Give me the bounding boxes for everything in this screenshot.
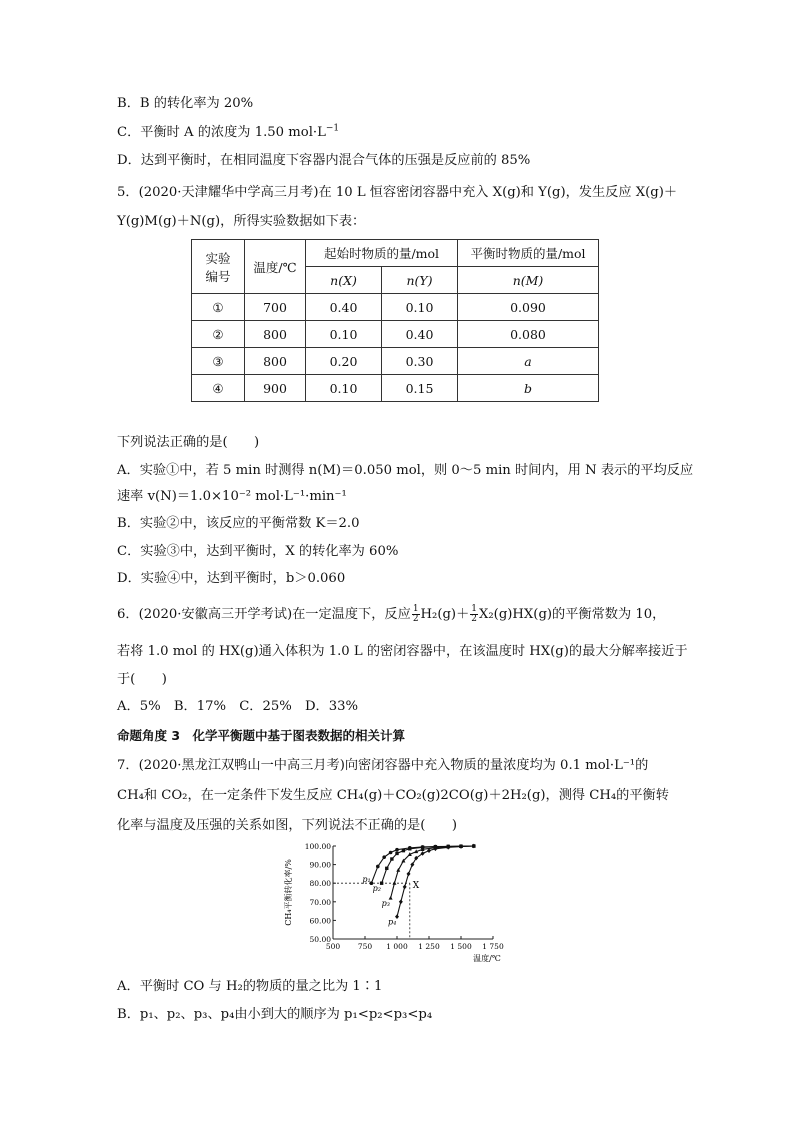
table-cell: ② xyxy=(192,321,245,348)
y-tick-label: 80.00 xyxy=(309,879,331,889)
table-cell: 700 xyxy=(245,294,306,321)
fraction-half: $\frac{1}{2}$ xyxy=(412,604,419,624)
question-5-stem: 下列说法正确的是( ) xyxy=(117,435,260,450)
option-7a: A．平衡时 CO 与 H₂的物质的量之比为 1∶1 xyxy=(117,979,383,994)
table-cell: 0.10 xyxy=(306,375,382,402)
table-cell: 0.20 xyxy=(306,348,382,375)
table-row xyxy=(192,321,599,348)
table-cell: 800 xyxy=(245,321,306,348)
option-4c: C．平衡时 A 的浓度为 1.50 $mol\cdot L^{-1}$ xyxy=(117,123,340,140)
series-label: p₁ xyxy=(362,875,371,885)
table-cell: 0.15 xyxy=(382,375,458,402)
conversion-chart xyxy=(283,838,513,973)
question-6-options: A．5% B．17% C．25% D．33% xyxy=(117,699,359,714)
y-tick-label: 70.00 xyxy=(309,897,331,907)
option-4d: D．达到平衡时，在相同温度下容器内混合气体的压强是反应前的 85% xyxy=(117,153,531,168)
series-line xyxy=(397,846,474,917)
table-header-nm: n(M) xyxy=(458,267,599,294)
table-cell: 0.10 xyxy=(382,294,458,321)
data-point xyxy=(385,867,388,870)
option-5a-line1: A．实验①中，若 5 min 时测得 n(M)＝0.050 mol，则 0～5 min 时间内，用 N 表示的平均反应 xyxy=(117,463,694,478)
experiment-table xyxy=(191,239,599,402)
y-tick-label: 100.00 xyxy=(304,842,331,851)
table-cell: 0.40 xyxy=(306,294,382,321)
y-tick-label: 60.00 xyxy=(309,916,331,926)
data-point xyxy=(395,848,399,852)
x-tick-label: 500 xyxy=(325,942,341,951)
option-5b: B．实验②中，该反应的平衡常数 K＝2.0 xyxy=(117,516,360,531)
x-axis-label: 温度/℃ xyxy=(473,954,501,963)
table-cell: ③ xyxy=(192,348,245,375)
table-cell: 0.090 xyxy=(458,294,599,321)
data-point xyxy=(402,849,405,852)
table-cell: 900 xyxy=(245,375,306,402)
section-heading: 命题角度 3 化学平衡题中基于图表数据的相关计算 xyxy=(117,728,406,743)
data-point xyxy=(403,885,407,890)
series-label: p₄ xyxy=(388,917,397,927)
table-cell: 0.080 xyxy=(458,321,599,348)
question-6-line3: 于( ) xyxy=(117,672,167,687)
question-7-line1: 7．(2020·黑龙江双鸭山一中高三月考)向密闭容器中充入物质的量浓度均为 0.1 mol·L⁻¹的 xyxy=(117,758,649,773)
table-cell: b xyxy=(458,375,599,402)
table-header-experiment: 实验 编号 xyxy=(192,240,245,294)
table-row xyxy=(192,294,599,321)
data-point xyxy=(382,855,386,859)
data-point xyxy=(395,852,398,855)
data-point xyxy=(407,872,411,877)
y-axis-label: CH₄平衡转化率/% xyxy=(284,859,293,926)
x-tick-label: 1 500 xyxy=(450,942,472,951)
table-cell: 0.40 xyxy=(382,321,458,348)
table-header-nx: n(X) xyxy=(306,267,382,294)
table-cell: 0.10 xyxy=(306,321,382,348)
data-point xyxy=(389,851,393,855)
table-row xyxy=(192,375,599,402)
table-cell: 800 xyxy=(245,348,306,375)
x-tick-label: 1 000 xyxy=(386,942,408,951)
y-tick-label: 90.00 xyxy=(309,860,331,870)
table-cell: ① xyxy=(192,294,245,321)
data-point xyxy=(390,857,393,860)
x-tick-label: 1 250 xyxy=(418,942,440,951)
question-5-line1: 5．(2020·天津耀华中学高三月考)在 10 L 恒容密闭容器中充入 X(g)和 Y(g)，发生反应 X(g)＋ xyxy=(117,185,678,200)
table-cell: a xyxy=(458,348,599,375)
table-header-initial: 起始时物质的量/mol xyxy=(306,240,458,267)
question-5-line2: Y(g)M(g)＋N(g)，所得实验数据如下表： xyxy=(117,214,366,229)
data-point xyxy=(376,865,380,869)
option-7b: B．p₁、p₂、p₃、p₄由小到大的顺序为 p₁<p₂<p₃<p₄ xyxy=(117,1007,433,1022)
x-tick-label: 1 750 xyxy=(482,942,504,951)
table-header-equilibrium: 平衡时物质的量/mol xyxy=(458,240,599,267)
question-7-line2: CH₄和 CO₂，在一定条件下发生反应 CH₄(g)＋CO₂(g)2CO(g)＋2H₂(g)，测得 CH₄的平衡转 xyxy=(117,788,669,803)
table-row xyxy=(192,348,599,375)
fraction-half: $\frac{1}{2}$ xyxy=(471,604,477,624)
option-5c: C．实验③中，达到平衡时，X 的转化率为 60% xyxy=(117,544,399,559)
table-cell: 0.30 xyxy=(382,348,458,375)
data-point xyxy=(408,847,411,850)
question-6-line2: 若将 1.0 mol 的 HX(g)通入体积为 1.0 L 的密闭容器中，在该温度时 HX(g)的最大分解率接近于 xyxy=(117,644,688,659)
question-6-line1: 6．(2020·安徽高三开学考试)在一定温度下，反应 $\frac{1}{2}$ H₂(g)＋ $\frac{1}{2}$ X₂(g)HX(g)的平衡常数为 10， xyxy=(117,604,666,624)
option-5a-line2: 速率 v(N)＝1.0×10⁻² mol·L⁻¹·min⁻¹ xyxy=(117,489,347,504)
y-tick-label: 50.00 xyxy=(309,935,331,944)
option-4b: B．B 的转化率为 20% xyxy=(117,96,254,111)
table-header-ny: n(Y) xyxy=(382,267,458,294)
series-label: p₂ xyxy=(372,884,381,894)
series-label: p₃ xyxy=(381,899,390,909)
question-7-line3: 化率与温度及压强的关系如图，下列说法不正确的是( ) xyxy=(117,818,457,833)
data-point xyxy=(399,900,403,905)
option-5d: D．实验④中，达到平衡时，b＞0.060 xyxy=(117,571,346,586)
series-line xyxy=(391,846,474,898)
point-label: X xyxy=(412,881,420,892)
table-cell: ④ xyxy=(192,375,245,402)
x-tick-label: 750 xyxy=(357,942,373,951)
table-header-temperature: 温度/℃ xyxy=(245,240,306,294)
